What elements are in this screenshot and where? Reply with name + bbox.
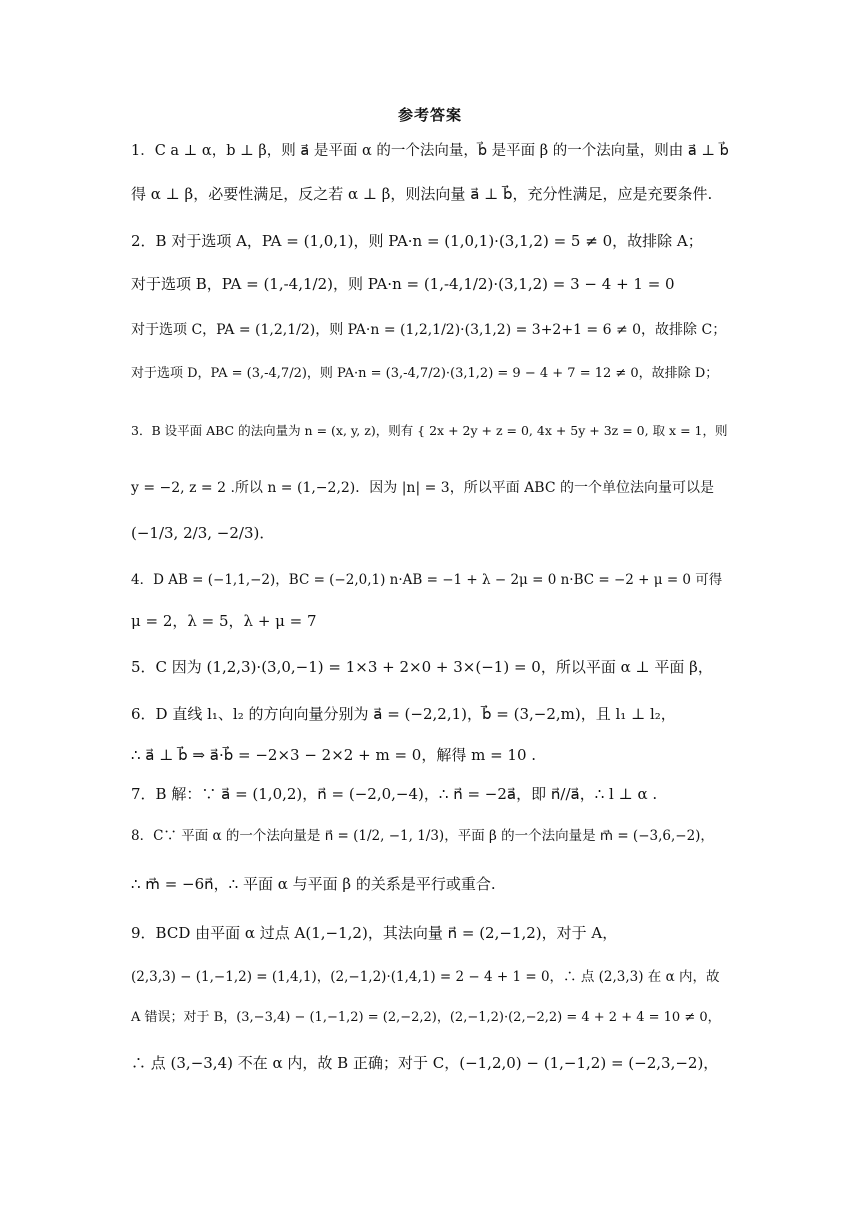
page-title: 参考答案: [397, 106, 462, 124]
answer-line: 对于选项 B，PA = (1,-4,1/2)，则 PA·n = (1,-4,1/2)·(3,1,2) = 3 − 4 + 1 = 0: [131, 275, 675, 293]
answer-line: 1．C a ⊥ α，b ⊥ β，则 a⃗ 是平面 α 的一个法向量，b⃗ 是平面 β 的一个法向量，则由 a⃗ ⊥ b⃗: [131, 143, 729, 159]
answer-line: ∴ a⃗ ⊥ b⃗ ⇒ a⃗·b⃗ = −2×3 − 2×2 + m = 0，解得 m = 10 .: [131, 746, 537, 764]
answer-line: 7．B 解：∵ a⃗ = (1,0,2)，n⃗ = (−2,0,−4)，∴ n⃗ = −2a⃗，即 n⃗//a⃗，∴ l ⊥ α .: [131, 785, 658, 803]
answer-line: A 错误；对于 B，(3,−3,4) − (1,−1,2) = (2,−2,2)，(2,−1,2)·(2,−2,2) = 4 + 2 + 4 = 10 ≠ 0，: [131, 1010, 721, 1025]
answer-line: y = −2, z = 2 .所以 n = (1,−2,2)．因为 |n| = 3，所以平面 ABC 的一个单位法向量可以是: [131, 480, 714, 496]
answer-line: 3．B 设平面 ABC 的法向量为 n = (x, y, z)，则有 { 2x + 2y + z = 0, 4x + 5y + 3z = 0, 取 x = 1，则: [131, 423, 728, 438]
answer-line: 对于选项 D，PA = (3,-4,7/2)，则 PA·n = (3,-4,7/2)·(3,1,2) = 9 − 4 + 7 = 12 ≠ 0，故排除 D；: [131, 366, 719, 381]
answer-line: ∴ 点 (3,−3,4) 不在 α 内，故 B 正确；对于 C，(−1,2,0) − (1,−1,2) = (−2,3,−2)，: [131, 1054, 719, 1072]
answer-line: (−1/3, 2/3, −2/3)．: [131, 524, 275, 542]
answer-line: 对于选项 C，PA = (1,2,1/2)，则 PA·n = (1,2,1/2)·(3,1,2) = 3+2+1 = 6 ≠ 0，故排除 C；: [131, 322, 727, 338]
answer-line: 得 α ⊥ β，必要性满足，反之若 α ⊥ β，则法向量 a⃗ ⊥ b⃗，充分性满足，应是充要条件.: [131, 185, 713, 203]
answer-line: 5．C 因为 (1,2,3)·(3,0,−1) = 1×3 + 2×0 + 3×(−1) = 0，所以平面 α ⊥ 平面 β，: [131, 658, 713, 676]
answer-line: μ = 2，λ = 5，λ + μ = 7: [131, 612, 317, 630]
answer-line: 6．D 直线 l₁、l₂ 的方向向量分别为 a⃗ = (−2,2,1)，b⃗ = (3,−2,m)，且 l₁ ⊥ l₂，: [131, 705, 676, 723]
answer-line: 9．BCD 由平面 α 过点 A(1,−1,2)，其法向量 n⃗ = (2,−1,2)，对于 A，: [131, 924, 618, 942]
answer-line: ∴ m⃗ = −6n⃗，∴ 平面 α 与平面 β 的关系是平行或重合.: [131, 875, 496, 893]
answer-line: 2．B 对于选项 A，PA = (1,0,1)，则 PA·n = (1,0,1)·(3,1,2) = 5 ≠ 0，故排除 A；: [131, 232, 703, 250]
answer-line: (2,3,3) − (1,−1,2) = (1,4,1)，(2,−1,2)·(1,4,1) = 2 − 4 + 1 = 0，∴ 点 (2,3,3) 在 α 内，故: [131, 969, 720, 985]
answer-line: 4．D AB = (−1,1,−2)，BC = (−2,0,1) n·AB = −1 + λ − 2μ = 0 n·BC = −2 + μ = 0 可得: [131, 572, 723, 588]
answer-line: 8．C∵ 平面 α 的一个法向量是 n⃗ = (1/2, −1, 1/3)，平面 β 的一个法向量是 m⃗ = (−3,6,−2)，: [131, 828, 714, 844]
